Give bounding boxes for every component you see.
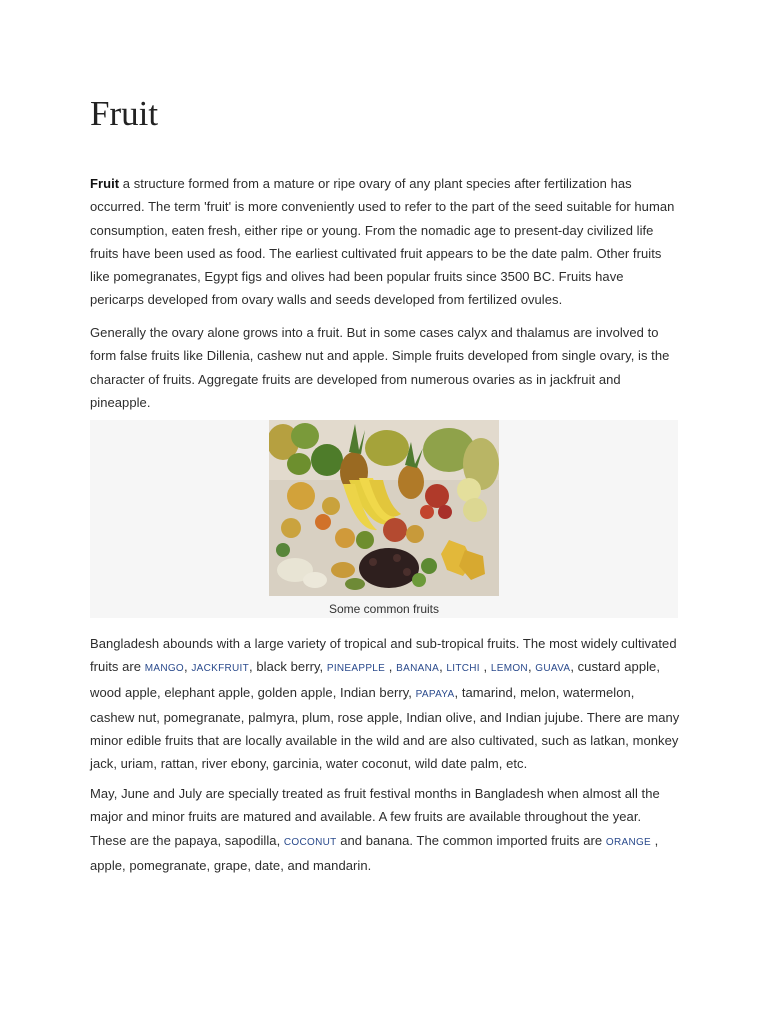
paragraph-text: a structure formed from a mature or ripe ovary of any plant species after fertilization has occurred. The term 'fruit' is more conveniently used to refer to the part of the seed suitable for human consumption, eaten fresh, either ripe or young. From the nomadic age to present-day civilized life fruits have been used as food. The earliest cultivated fruit appears to be the date palm. Other fruits like pomegranates, Egypt figs and olives had been popular fruits since 3500 BC. Fruits have pericarps developed from ovary walls and seeds developed from fertilized ovules. (90, 176, 675, 308)
link-mango[interactable]: MANGO (144, 663, 185, 675)
paragraph-text: , black berry, (249, 659, 327, 675)
link-guava[interactable]: GUAVA (535, 663, 571, 675)
paragraph-text: , tamarind, melon, watermelon, cashew nut, pomegranate, palmyra, plum, rose apple, Indian olive, and Indian jujube. There are many minor edible fruits that are locally available in the wild and are also cultivated, such as latkan, monkey jack, uriam, rattan, river ebony, garcinia, water coconut, wild date palm, etc. (90, 684, 680, 772)
separator: , (479, 659, 491, 675)
paragraph-text: and banana. The common imported fruits are (336, 832, 606, 848)
separator: , (439, 659, 447, 675)
paragraph-ovary (90, 321, 680, 414)
link-papaya[interactable]: PAPAYA (415, 688, 455, 700)
link-coconut[interactable]: COCONUT (283, 836, 337, 848)
paragraph-seasons (90, 782, 680, 877)
separator: , (527, 659, 536, 675)
link-banana[interactable]: BANANA (396, 663, 440, 675)
link-litchi[interactable]: LITCHI (446, 663, 480, 675)
paragraph-text: Generally the ovary alone grows into a fruit. But in some cases calyx and thalamus are involved to form false fruits like Dillenia, cashew nut and apple. Simple fruits developed from single ovary, is the character of fruits. Aggregate fruits are developed from numerous ovaries as in jackfruit and pineapple. (90, 325, 670, 410)
link-lemon[interactable]: LEMON (490, 663, 528, 675)
separator: , (385, 659, 397, 675)
page-title: Fruit (90, 94, 159, 133)
lead-term: Fruit (90, 176, 120, 191)
figure (90, 420, 678, 618)
paragraph-text: May, June and July are specially treated as fruit festival months in Bangladesh when almost all the major and minor fruits are matured and available. A few fruits are available throughout the year. These are the papaya, sapodilla, (90, 786, 660, 848)
paragraph-intro (90, 172, 680, 312)
fruit-photo (269, 420, 499, 596)
link-pineapple[interactable]: PINEAPPLE (326, 663, 386, 675)
paragraph-text: , custard apple, wood apple, elephant apple, golden apple, Indian berry, (90, 659, 660, 700)
separator: , (184, 659, 192, 675)
link-orange[interactable]: ORANGE (605, 836, 652, 848)
paragraph-text: Bangladesh abounds with a large variety of tropical and sub-tropical fruits. The most widely cultivated fruits are (90, 636, 677, 675)
link-jackfruit[interactable]: JACKFRUIT (191, 663, 250, 675)
paragraph-text: , apple, pomegranate, grape, date, and mandarin. (90, 832, 659, 873)
paragraph-varieties (90, 632, 680, 776)
figure-caption: Some common fruits (328, 602, 440, 616)
